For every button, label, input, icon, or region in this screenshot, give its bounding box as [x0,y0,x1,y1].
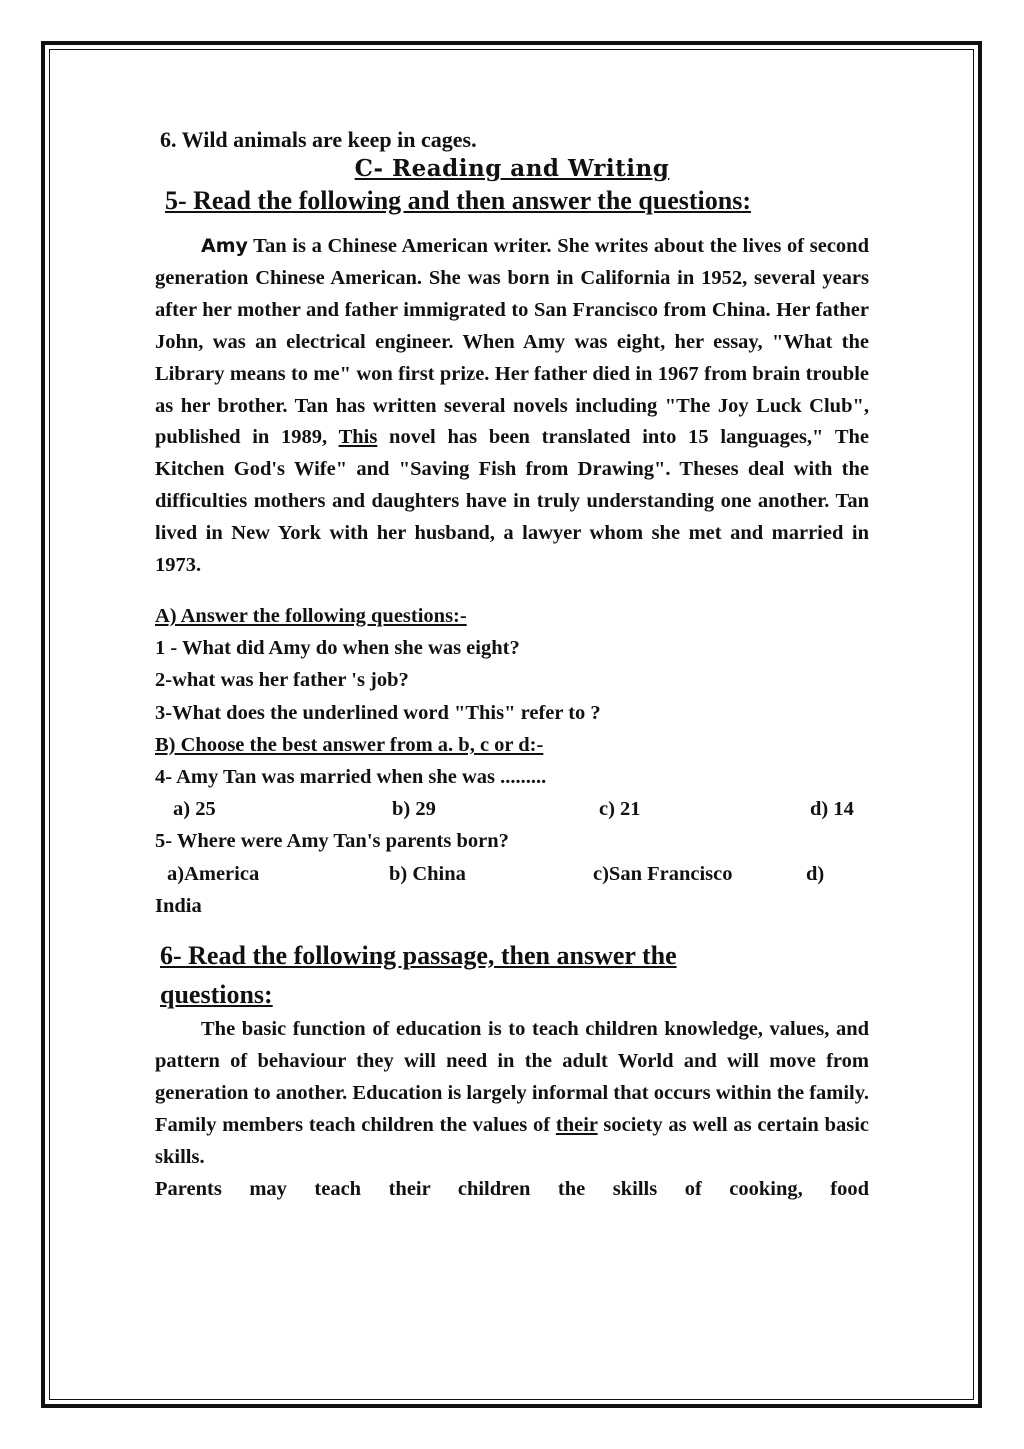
passage-first-word: Amy [201,235,248,257]
underlined-word-this: This [338,426,378,449]
passage2-last-line: Parents may teach their children the skills of cooking, food [155,1177,869,1200]
option-d: d) [806,862,825,885]
question-3: 3-What does the underlined word "This" refer to ? [155,701,601,724]
question-6-heading [160,936,869,1014]
section-title: C- Reading and Writing [354,155,670,182]
passage2-text-part1: The basic function of education is to teach children knowledge, values, and pattern of behaviour they will need in the adult World and will move from generation to another. Education is largely informal that occurs within the family. Family members teach children the values of [155,1018,869,1136]
reading-passage-2 [155,1014,869,1174]
option-c: c)San Francisco [593,862,733,885]
passage-text-part1: Tan is a Chinese American writer. She writes about the lives of second generation Chinese American. She was born in California in 1952, several years after her mother and father immigrated to San Francisco from China. Her father John, was an electrical engineer. When Amy was eight, her essay, "What the Library means to me" won first prize. Her father died in 1967 from brain trouble as her brother. Tan has written several novels including "The Joy Luck Club", published in 1989, [155,235,869,449]
question-2: 2-what was her father 's job? [155,669,409,692]
option-c: c) 21 [599,798,641,821]
worksheet-content [155,125,869,1205]
question-4-options [155,793,869,825]
question-6-heading-line1: 6- Read the following passage, then answer the [160,941,677,970]
question-4: 4- Amy Tan was married when she was ......... [155,765,547,788]
option-b: b) China [389,862,466,885]
question-5: 5- Where were Amy Tan's parents born? [155,830,509,853]
option-a: a)America [167,862,260,885]
section-a-heading: A) Answer the following questions:- [155,604,467,627]
question-5-options [155,858,869,890]
question-1: 1 - What did Amy do when she was eight? [155,637,520,660]
passage2-text-part2: society as well as certain basic skills. [155,1113,870,1168]
sentence-6: 6. Wild animals are keep in cages. [160,127,477,152]
option-d-continued: India [155,894,202,917]
option-b: b) 29 [392,798,436,821]
option-d: d) 14 [810,798,854,821]
option-a: a) 25 [173,798,216,821]
reading-passage-1 [155,231,869,582]
underlined-word-their: their [555,1113,598,1136]
passage-text-part2: novel has been translated into 15 languages," The Kitchen God's Wife" and "Saving Fish from Drawing". Theses deal with the difficulties mothers and daughters have in truly understanding one another. Tan lived in New York with her husband, a lawyer whom she met and married in 1973. [155,426,869,577]
question-6-heading-line2: questions: [160,980,273,1009]
question-block [155,600,869,922]
section-b-heading: B) Choose the best answer from a. b, c or d:- [155,733,544,756]
question-5-heading: 5- Read the following and then answer the questions: [165,186,752,215]
